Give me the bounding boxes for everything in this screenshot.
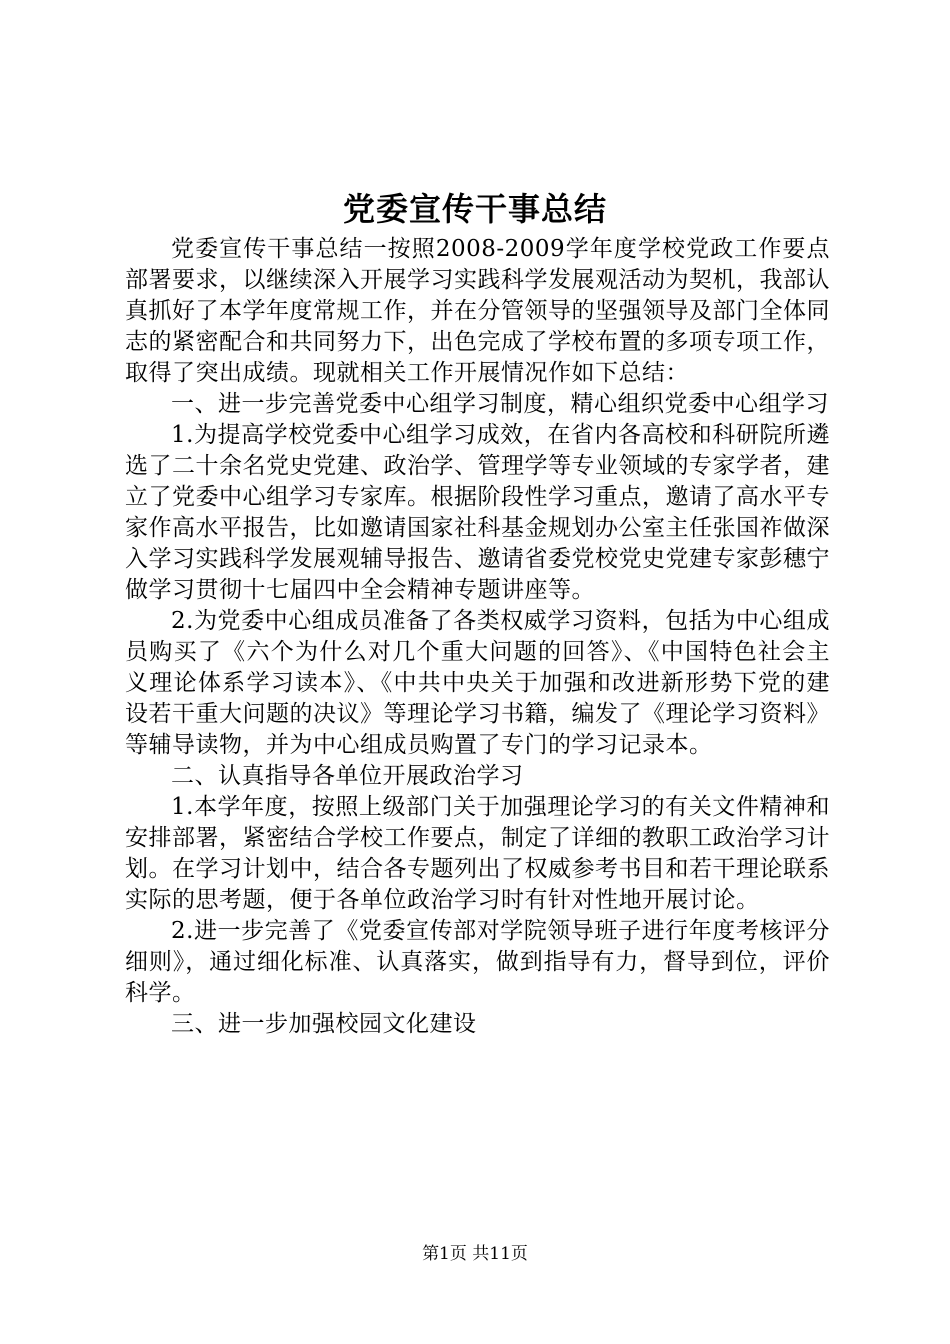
section-heading-1: 一、进一步完善党委中心组学习制度，精心组织党委中心组学习 <box>171 391 829 417</box>
section-heading-2: 二、认真指导各单位开展政治学习 <box>171 763 524 789</box>
section-heading-3: 三、进一步加强校园文化建设 <box>171 1011 477 1037</box>
document-body <box>125 234 830 1040</box>
intro-paragraph: 党委宣传干事总结一按照2008-2009学年度学校党政工作要点部署要求，以继续深入开展学习实践科学发展观活动为契机，我部认真抓好了本学年度常规工作，并在分管领导的坚强领导及部门全体同志的紧密配合和共同努力下，出色完成了学校布置的多项专项工作，取得了突出成绩。现就相关工作开展情况作如下总结： <box>125 236 830 386</box>
paragraph-2-1: 1.本学年度，按照上级部门关于加强理论学习的有关文件精神和安排部署，紧密结合学校工作要点，制定了详细的教职工政治学习计划。在学习计划中，结合各专题列出了权威参考书目和若干理论联系实际的思考题，便于各单位政治学习时有针对性地开展讨论。 <box>125 794 830 913</box>
page-number: 第1页 共11页 <box>422 1244 528 1264</box>
document-title: 党委宣传干事总结 <box>342 190 607 228</box>
paragraph-2-2: 2.进一步完善了《党委宣传部对学院领导班子进行年度考核评分细则》，通过细化标准、认真落实，做到指导有力，督导到位，评价科学。 <box>125 918 830 1006</box>
paragraph-1-1: 1.为提高学校党委中心组学习成效，在省内各高校和科研院所遴选了二十余名党史党建、政治学、管理学等专业领域的专家学者，建立了党委中心组学习专家库。根据阶段性学习重点，邀请了高水平专家作高水平报告，比如邀请国家社科基金规划办公室主任张国祚做深入学习实践科学发展观辅导报告、邀请省委党校党史党建专家彭穗宁做学习贯彻十七届四中全会精神专题讲座等。 <box>125 422 830 603</box>
paragraph-1-2: 2.为党委中心组成员准备了各类权威学习资料，包括为中心组成员购买了《六个为什么对几个重大问题的回答》、《中国特色社会主义理论体系学习读本》、《中共中央关于加强和改进新形势下党的建设若干重大问题的决议》等理论学习书籍，编发了《理论学习资料》等辅导读物，并为中心组成员购置了专门的学习记录本。 <box>125 608 830 758</box>
